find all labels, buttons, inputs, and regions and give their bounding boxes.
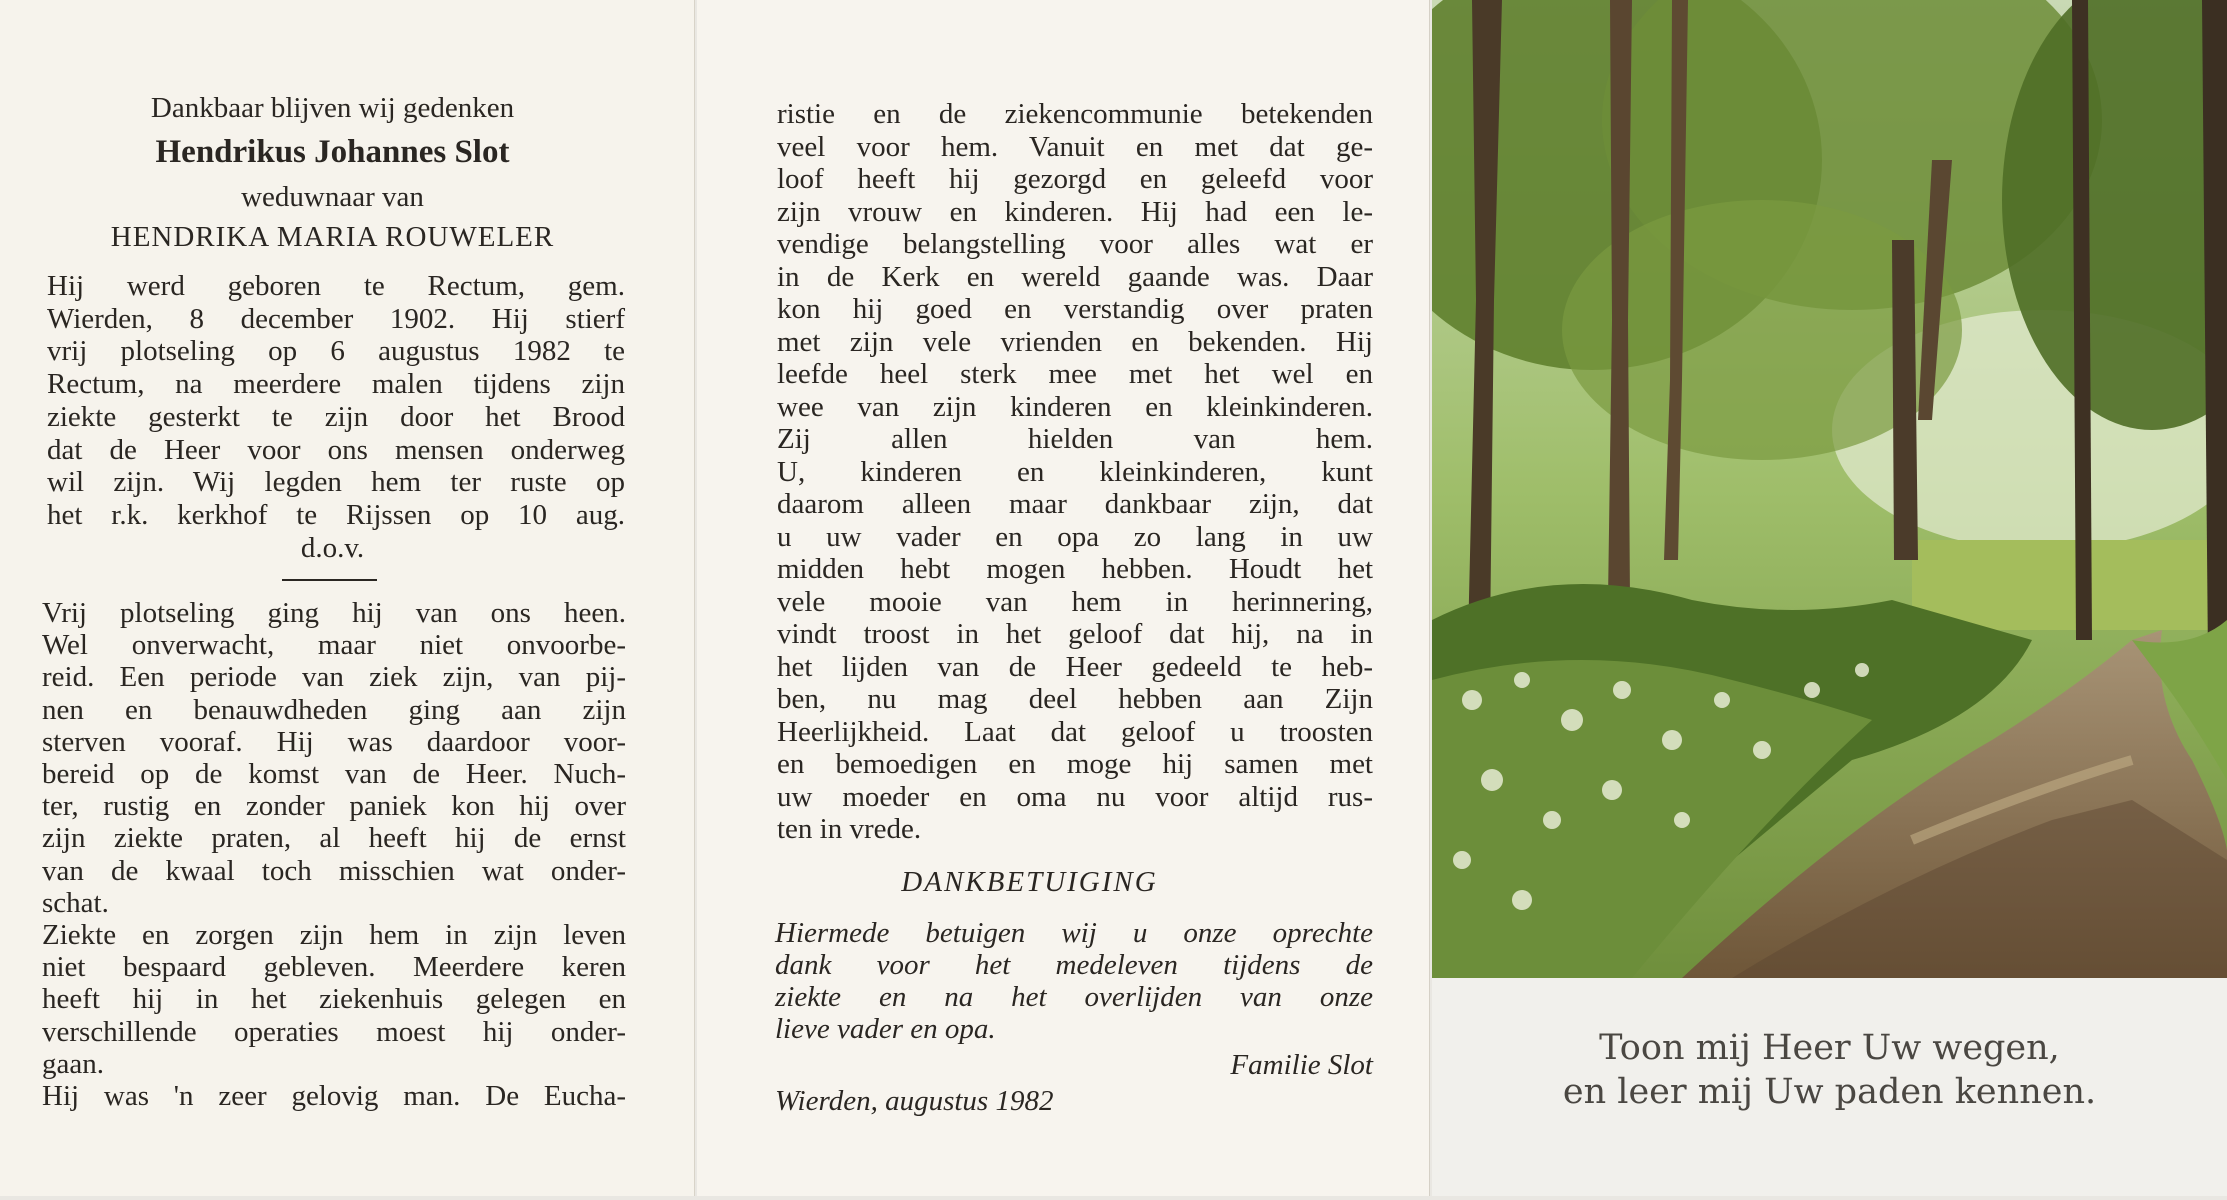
place-date: Wierden, augustus 1982	[775, 1085, 1054, 1117]
middle-panel	[697, 0, 1430, 1196]
text-line: dank voor het medeleven tijdens de	[775, 949, 1373, 981]
text-line: dat de Heer voor ons mensen onderweg	[47, 433, 625, 466]
text-line: Wierden, 8 december 1902. Hij stierf	[47, 302, 625, 335]
text-line: heeft hij in het ziekenhuis gelegen en	[42, 983, 626, 1016]
text-line: en bemoedigen en moge hij samen met	[777, 748, 1373, 780]
intro-text: Dankbaar blijven wij gedenken	[150, 92, 515, 124]
left-panel	[0, 0, 695, 1196]
text-line: Heerlijkheid. Laat dat geloof u troosten	[777, 715, 1373, 748]
divider	[282, 579, 377, 581]
text-line: van de kwaal toch misschien wat onder-	[42, 854, 626, 887]
text-line: ben, nu mag deel hebben aan Zijn	[777, 683, 1373, 715]
text-line: Hij werd geboren te Rectum, gem.	[47, 270, 625, 302]
forest-path-photo	[1432, 0, 2227, 978]
thanks-heading: DANKBETUIGING	[901, 866, 1158, 898]
text-line: leefde heel sterk mee met het wel en	[777, 358, 1373, 390]
text-line: Ziekte en zorgen zijn hem in zijn leven	[42, 919, 626, 951]
text-line: Hij was 'n zeer gelovig man. De Eucha-	[42, 1080, 626, 1112]
text-line: ziekte gesterkt te zijn door het Brood	[47, 400, 625, 433]
text-line: kon hij goed en verstandig over praten	[777, 293, 1373, 325]
text-line: gaan.	[42, 1047, 104, 1080]
text-line: ziekte en na het overlijden van onze	[775, 981, 1373, 1013]
text-line: ten in vrede.	[777, 813, 922, 845]
text-line: nen en benauwdheden ging aan zijn	[42, 693, 626, 726]
text-line: in de Kerk en wereld gaande was. Daar	[777, 260, 1373, 293]
text-line: Hiermede betuigen wij u onze oprechte	[775, 917, 1373, 949]
text-line: wil zijn. Wij legden hem ter ruste op	[47, 466, 625, 499]
text-line: Vrij plotseling ging hij van ons heen.	[42, 597, 626, 629]
relation-text: weduwnaar van	[241, 181, 424, 213]
dov-text: d.o.v.	[300, 532, 365, 564]
text-line: het lijden van de Heer gedeeld te heb-	[777, 650, 1373, 683]
text-line: ter, rustig en zonder paniek kon hij over	[42, 790, 626, 823]
text-line: loof heeft hij gezorgd en geleefd voor	[777, 163, 1373, 195]
text-line: ristie en de ziekencommunie betekenden	[777, 98, 1373, 130]
spouse-name: HENDRIKA MARIA ROUWELER	[110, 221, 555, 253]
text-line: vrij plotseling op 6 augustus 1982 te	[47, 335, 625, 368]
text-line: midden hebt mogen hebben. Houdt het	[777, 553, 1373, 585]
text-line: verschillende operaties moest hij onder-	[42, 1015, 626, 1048]
caption-line-2: en leer mij Uw paden kennen.	[1562, 1072, 2097, 1112]
text-line: Wel onverwacht, maar niet onvoorbe-	[42, 629, 626, 662]
text-line: veel voor hem. Vanuit en met dat ge-	[777, 130, 1373, 163]
text-line: u uw vader en opa zo lang in uw	[777, 520, 1373, 553]
text-line: Zij allen hielden van hem.	[777, 423, 1373, 455]
text-line: sterven vooraf. Hij was daardoor voor-	[42, 725, 626, 758]
text-line: met zijn vele vrienden en bekenden. Hij	[777, 325, 1373, 358]
text-line: daarom alleen maar dankbaar zijn, dat	[777, 488, 1373, 520]
family-signature: Familie Slot	[1230, 1049, 1373, 1081]
deceased-name: Hendrikus Johannes Slot	[155, 134, 510, 170]
text-line: U, kinderen en kleinkinderen, kunt	[777, 455, 1373, 488]
text-line: Rectum, na meerdere malen tijdens zijn	[47, 368, 625, 401]
text-line: schat.	[42, 886, 109, 919]
text-line: reid. Een periode van ziek zijn, van pij-	[42, 661, 626, 694]
caption-line-1: Toon mij Heer Uw wegen,	[1599, 1028, 2060, 1068]
text-line: vele mooie van hem in herinnering,	[777, 585, 1373, 618]
right-panel	[1432, 0, 2227, 1196]
text-line: het r.k. kerkhof te Rijssen op 10 aug.	[47, 498, 625, 531]
text-line: zijn vrouw en kinderen. Hij had een le-	[777, 195, 1373, 228]
text-line: lieve vader en opa.	[775, 1013, 996, 1045]
text-line: vindt troost in het geloof dat hij, na in	[777, 618, 1373, 650]
text-line: vendige belangstelling voor alles wat er	[777, 228, 1373, 260]
text-line: bereid op de komst van de Heer. Nuch-	[42, 758, 626, 790]
text-line: wee van zijn kinderen en kleinkinderen.	[777, 390, 1373, 423]
text-line: niet bespaard gebleven. Meerdere keren	[42, 951, 626, 984]
text-line: uw moeder en oma nu voor altijd rus-	[777, 780, 1373, 813]
text-line: zijn ziekte praten, al heeft hij de ernst	[42, 822, 626, 855]
